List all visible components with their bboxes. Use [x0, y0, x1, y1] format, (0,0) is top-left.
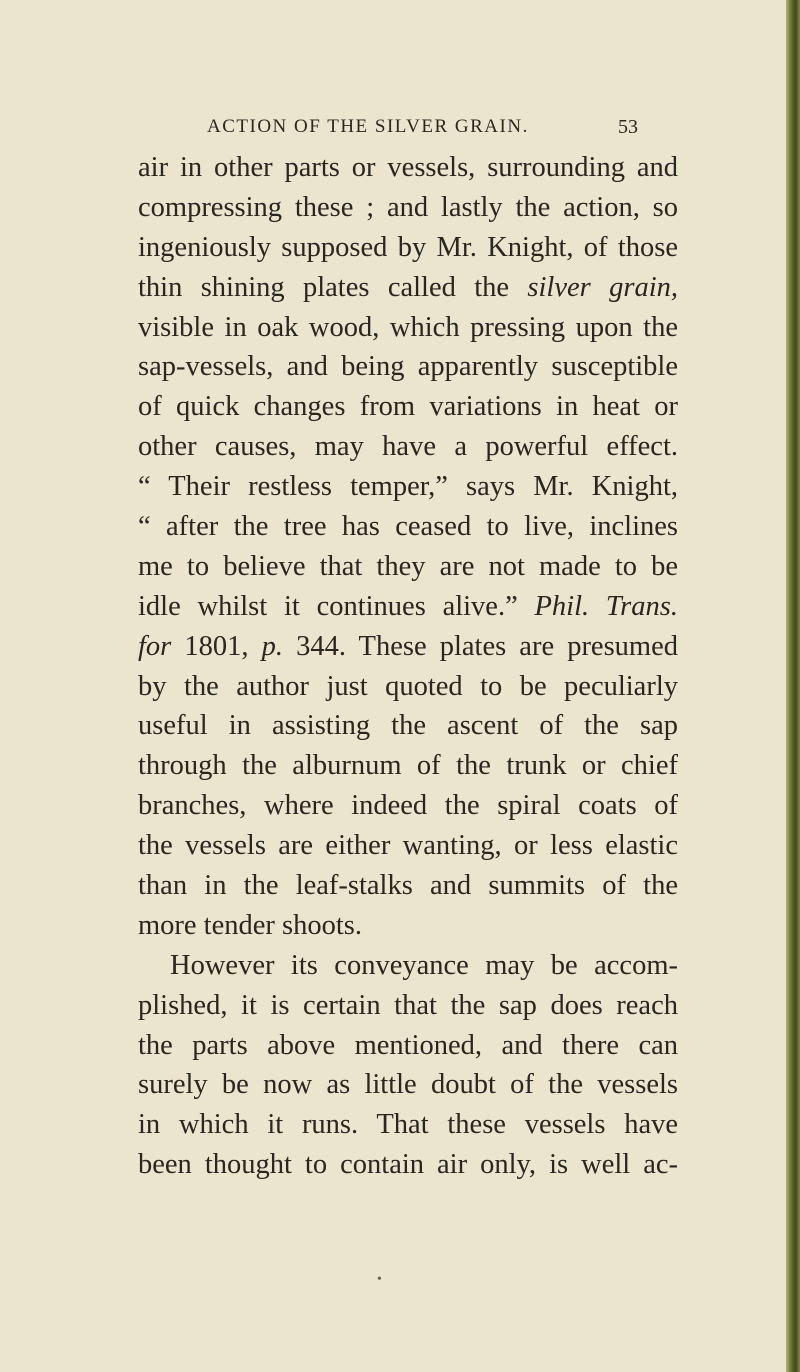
- text-line: sap-vessels, and being apparently susceptible: [138, 351, 678, 383]
- text-line: the vessels are either wanting, or less elastic: [138, 830, 678, 862]
- paragraph-end-line: more tender shoots.: [138, 909, 362, 941]
- text-line: other causes, may have a powerful effect.: [138, 431, 678, 463]
- text-line: surely be now as little doubt of the vessels: [138, 1069, 678, 1101]
- text-line: ingeniously supposed by Mr. Knight, of those: [138, 231, 678, 263]
- text-line: branches, where indeed the spiral coats of: [138, 790, 678, 822]
- text-segment: idle whilst it continues alive.”: [138, 590, 535, 622]
- text-line: useful in assisting the ascent of the sap: [138, 710, 678, 742]
- paragraph-start-line: However its conveyance may be accom-: [170, 949, 678, 981]
- text-line: in which it runs. That these vessels have: [138, 1109, 678, 1141]
- footer-mark: •: [377, 1272, 382, 1287]
- text-segment: 344. These plates are presumed: [282, 630, 678, 662]
- text-line: me to believe that they are not made to be: [138, 550, 678, 582]
- text-line: compressing these ; and lastly the action, so: [138, 191, 678, 223]
- citation-title: Phil. Trans.: [534, 590, 678, 622]
- text-line: been thought to contain air only, is well ac-: [138, 1149, 678, 1181]
- citation-page-marker: p.: [261, 630, 283, 662]
- text-line: [138, 587, 678, 627]
- text-line: by the author just quoted to be peculiarly: [138, 670, 678, 702]
- text-line: of quick changes from variations in heat or: [138, 391, 678, 423]
- text-line: plished, it is certain that the sap does reach: [138, 989, 678, 1021]
- text-line: [138, 268, 678, 308]
- page-number: 53: [618, 116, 638, 138]
- text-line: visible in oak wood, which pressing upon the: [138, 311, 678, 343]
- body-text: [138, 148, 678, 1185]
- page-header: [0, 116, 786, 146]
- book-binding-edge: [786, 0, 800, 1372]
- text-line: through the alburnum of the trunk or chief: [138, 750, 678, 782]
- text-line: than in the leaf-stalks and summits of the: [138, 870, 678, 902]
- text-line: [138, 627, 678, 667]
- text-segment: 1801,: [171, 630, 262, 662]
- text-line: the parts above mentioned, and there can: [138, 1029, 678, 1061]
- text-line: air in other parts or vessels, surrounding and: [138, 152, 678, 183]
- text-line: “ after the tree has ceased to live, inclines: [138, 511, 678, 543]
- running-head: ACTION OF THE SILVER GRAIN.: [207, 116, 529, 137]
- text-line: “ Their restless temper,” says Mr. Knight,: [138, 471, 678, 503]
- italic-term: silver grain,: [527, 271, 678, 303]
- text-segment: thin shining plates called the: [138, 271, 528, 303]
- citation-for: for: [138, 630, 172, 662]
